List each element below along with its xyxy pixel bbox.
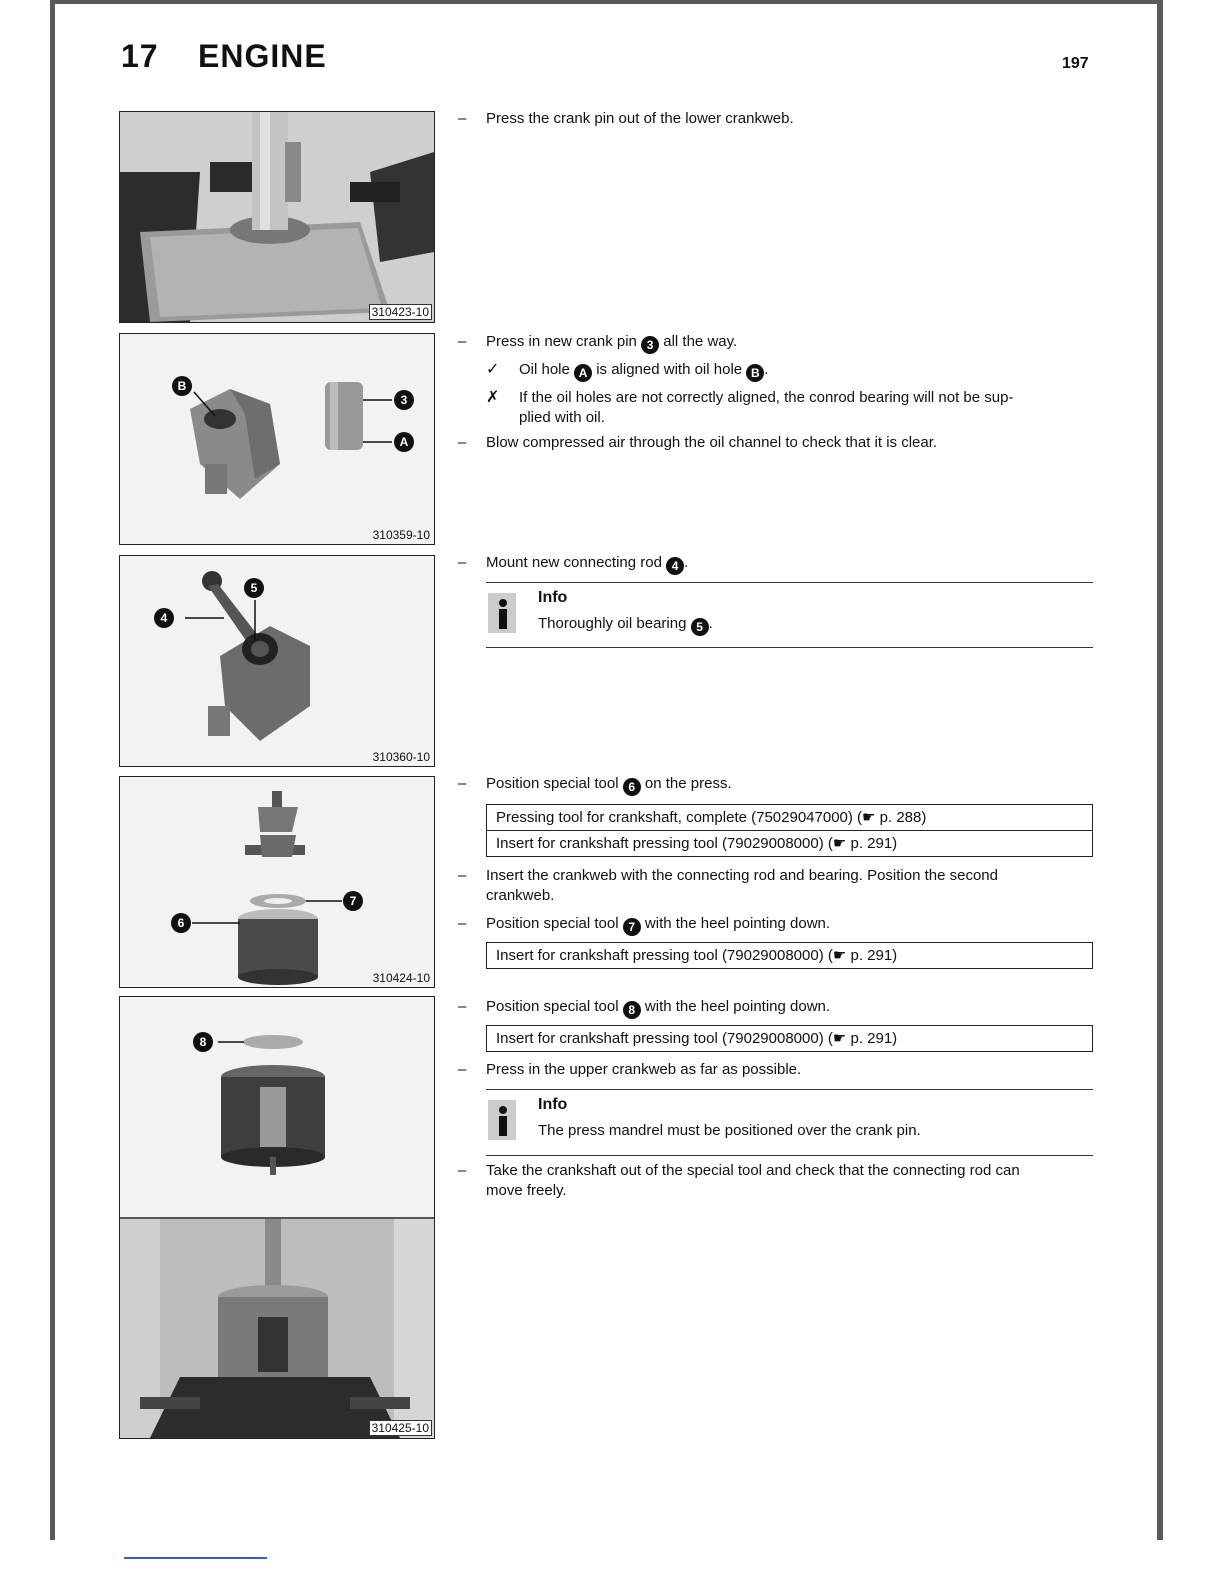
step-dash: – <box>458 110 467 127</box>
tool-table-3 <box>486 1025 1093 1052</box>
step-text: Take the crankshaft out of the special tool and check that the connecting rod can <box>486 1162 1020 1179</box>
step-dash: – <box>458 775 467 792</box>
chapter-title: ENGINE <box>198 38 327 74</box>
bottom-rule <box>124 1557 267 1559</box>
callout-A: A <box>574 364 592 382</box>
step-press-new-pin <box>458 332 1083 354</box>
result-text: Oil hole <box>519 361 575 378</box>
callout-B: B <box>746 364 764 382</box>
info-box-oil-bearing <box>486 582 1093 648</box>
callout-8: 8 <box>193 1032 213 1052</box>
info-text: . <box>708 615 713 632</box>
callout-4: 4 <box>154 608 174 628</box>
result-not-ok <box>486 388 1076 428</box>
figure-5-illustration <box>120 997 434 1438</box>
figure-press-crank-pin <box>119 111 435 323</box>
step-text: crankweb. <box>486 887 555 904</box>
callout-8: 8 <box>623 1001 641 1019</box>
result-ok <box>486 360 1076 382</box>
page-frame-right <box>1157 0 1163 1540</box>
step-dash: – <box>458 915 467 932</box>
result-text: is aligned with oil hole <box>592 361 747 378</box>
step-dash: – <box>458 434 467 451</box>
page-number: 197 <box>1062 55 1089 72</box>
step-text: Position special tool <box>486 998 623 1015</box>
step-dash: – <box>458 1162 467 1179</box>
figure-label: 310425-10 <box>369 1420 432 1436</box>
step-take-out-crankshaft <box>458 1161 1083 1201</box>
step-press-upper-crankweb <box>458 1060 1083 1080</box>
step-insert-crankweb <box>458 866 1083 906</box>
step-position-tool-6 <box>458 774 1083 796</box>
info-icon <box>488 593 516 633</box>
check-icon: ✓ <box>486 361 500 378</box>
step-text: with the heel pointing down. <box>640 998 831 1015</box>
figure-new-crank-pin <box>119 333 435 545</box>
callout-6: 6 <box>623 778 641 796</box>
step-press-pin-out <box>458 109 1083 129</box>
callout-4: 4 <box>666 557 684 575</box>
step-dash: – <box>458 333 467 350</box>
figure-press-upper-crankweb <box>119 996 435 1439</box>
callout-B: B <box>172 376 192 396</box>
step-blow-air <box>458 433 1083 453</box>
result-text: . <box>764 361 769 378</box>
step-text: Position special tool <box>486 775 623 792</box>
page-frame-left <box>50 0 55 1540</box>
info-icon <box>488 1100 516 1140</box>
page-frame-top <box>50 0 1163 4</box>
cross-icon: ✗ <box>486 389 500 406</box>
step-text: with the heel pointing down. <box>640 915 831 932</box>
tool-row: Insert for crankshaft pressing tool (79029008000) (☛ p. 291) <box>496 947 898 964</box>
chapter-number: 17 <box>121 38 159 74</box>
figure-3-illustration <box>120 556 434 766</box>
callout-6: 6 <box>171 913 191 933</box>
step-dash: – <box>458 867 467 884</box>
figure-label: 310359-10 <box>372 528 430 542</box>
info-title: Info <box>538 589 568 606</box>
step-text: Blow compressed air through the oil channel to check that it is clear. <box>486 434 938 451</box>
step-dash: – <box>458 554 467 571</box>
step-text: Insert the crankweb with the connecting rod and bearing. Position the second <box>486 867 998 884</box>
tool-table-1 <box>486 804 1093 857</box>
step-text: move freely. <box>486 1182 567 1199</box>
figure-label: 310423-10 <box>369 304 432 320</box>
step-text: Mount new connecting rod <box>486 554 667 571</box>
figure-label: 310360-10 <box>372 750 430 764</box>
step-text: . <box>684 554 689 571</box>
tool-row: Insert for crankshaft pressing tool (79029008000) (☛ p. 291) <box>496 1030 898 1047</box>
tool-row: Pressing tool for crankshaft, complete (75029047000) (☛ p. 288) <box>496 809 927 826</box>
figure-connecting-rod <box>119 555 435 767</box>
figure-special-tool-assembly <box>119 776 435 988</box>
callout-5: 5 <box>691 618 709 636</box>
info-box-press-mandrel <box>486 1089 1093 1156</box>
step-position-tool-8 <box>458 997 1083 1019</box>
callout-3: 3 <box>394 390 414 410</box>
figure-label: 310424-10 <box>372 971 430 985</box>
result-text: plied with oil. <box>519 409 605 426</box>
callout-3: 3 <box>641 336 659 354</box>
tool-table-2 <box>486 942 1093 969</box>
figure-2-illustration <box>120 334 434 544</box>
step-text: all the way. <box>659 333 738 350</box>
tool-row: Insert for crankshaft pressing tool (79029008000) (☛ p. 291) <box>487 830 1092 856</box>
info-text: Thoroughly oil bearing <box>538 615 691 632</box>
step-text: Press in the upper crankweb as far as possible. <box>486 1061 802 1078</box>
result-text: If the oil holes are not correctly aligned, the conrod bearing will not be sup- <box>519 389 1014 406</box>
step-position-tool-7 <box>458 914 1083 936</box>
info-title: Info <box>538 1096 568 1113</box>
step-mount-rod <box>458 553 1083 575</box>
callout-A: A <box>394 432 414 452</box>
callout-7: 7 <box>623 918 641 936</box>
callout-5: 5 <box>244 578 264 598</box>
step-dash: – <box>458 998 467 1015</box>
step-dash: – <box>458 1061 467 1078</box>
info-text: The press mandrel must be positioned over the crank pin. <box>538 1122 921 1139</box>
callout-7: 7 <box>343 891 363 911</box>
figure-4-illustration <box>120 777 434 987</box>
step-text: on the press. <box>640 775 732 792</box>
step-text: Press the crank pin out of the lower crankweb. <box>486 110 794 127</box>
step-text: Press in new crank pin <box>486 333 642 350</box>
step-text: Position special tool <box>486 915 623 932</box>
figure-1-illustration <box>120 112 434 322</box>
